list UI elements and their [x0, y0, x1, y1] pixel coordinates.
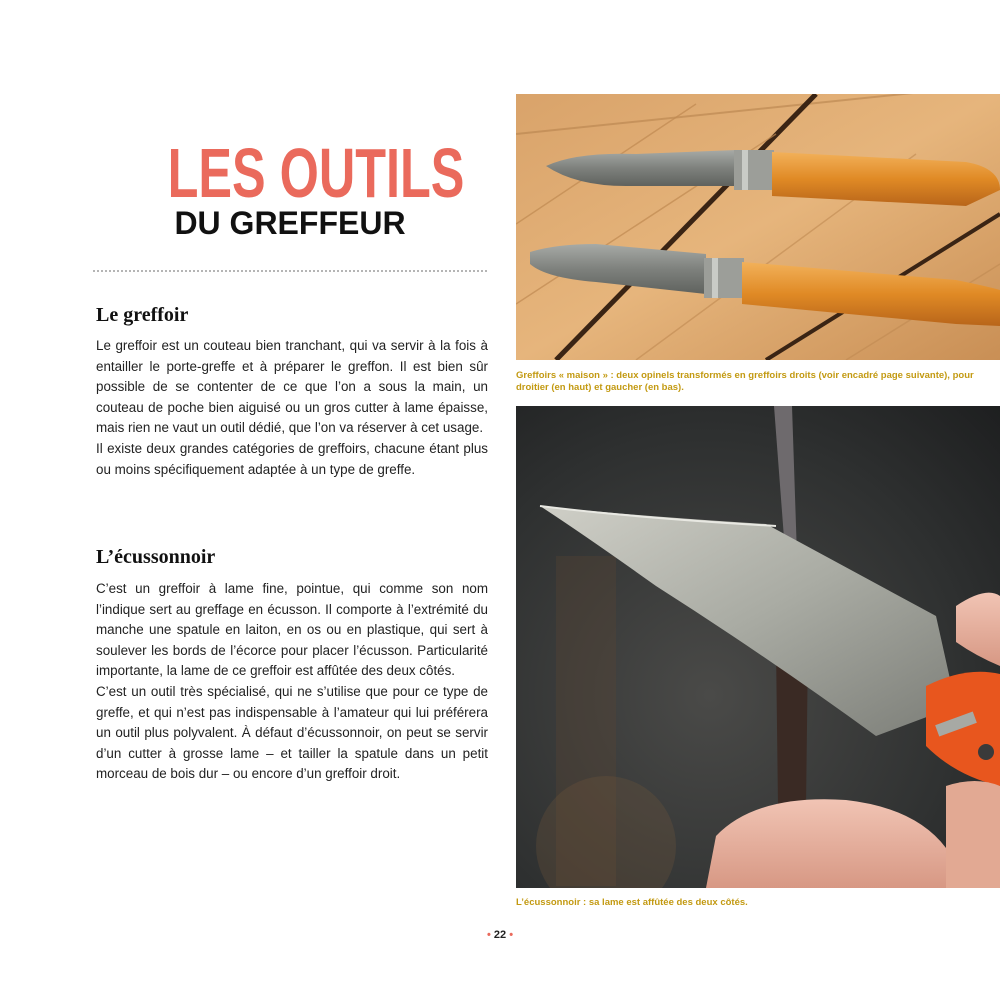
- section-body-ecussonnoir: [96, 579, 488, 785]
- section-body-greffoir: [96, 336, 488, 480]
- dotted-divider: [93, 270, 487, 272]
- bullet: •: [486, 929, 491, 941]
- page-title-line1: LES OUTILS: [167, 134, 465, 212]
- budding-knife-image: [516, 406, 1000, 888]
- paragraph: C’est un outil très spécialisé, qui ne s’utilise que pour ce type de greffe, et qui n’est pas indispensable à l’amateur qui lui préférera un outil plus polyvalent. À défaut d’écussonnoir, on peut se servir d’un cutter à grosse lame – et tailler la spatule dans un petit morceau de bois dur – ou encore d’un greffoir droit.: [96, 683, 488, 782]
- section-heading-ecussonnoir: L’écussonnoir: [96, 546, 216, 568]
- knives-on-wood-image: [516, 94, 1000, 360]
- section-heading-greffoir: Le greffoir: [96, 304, 189, 326]
- paragraph: C’est un greffoir à lame fine, pointue, qui comme son nom l’indique sert au greffage en écusson. Il comporte à l’extrémité du manche une spatule en laiton, en os ou en plastique, qui sert à soulever les bords de l’écorce pour placer l’écusson. Particularité importante, la lame de ce greffoir est affûtée des deux côtés.: [96, 581, 488, 679]
- photo-budding-knife: [516, 406, 1000, 888]
- figure-caption: Greffoirs « maison » : deux opinels transformés en greffoirs droits (voir encadré page suivante), pour droitier (en haut) et gaucher (en bas).: [516, 370, 974, 393]
- paragraph: Le greffoir est un couteau bien tranchant, qui va servir à la fois à entailler le porte-greffe et à préparer le greffon. Il est bien sûr possible de se contenter de ce que l’on a sous la main, un couteau de poche bien aiguisé ou un gros cutter à lame épaisse, mais rien ne vaut un outil dédié, que l’on va réserver à cet usage.: [96, 338, 488, 436]
- page-number-value: 22: [493, 929, 507, 941]
- bullet: •: [509, 929, 514, 941]
- page-title-line2: DU GREFFEUR: [174, 205, 406, 241]
- paragraph: Il existe deux grandes catégories de greffoirs, chacune étant plus ou moins spécifiquement adaptée à un type de greffe.: [96, 440, 488, 477]
- figure-caption: L’écussonnoir : sa lame est affûtée des deux côtés.: [516, 897, 748, 908]
- page-number: [470, 929, 530, 941]
- photo-two-knives: [516, 94, 1000, 360]
